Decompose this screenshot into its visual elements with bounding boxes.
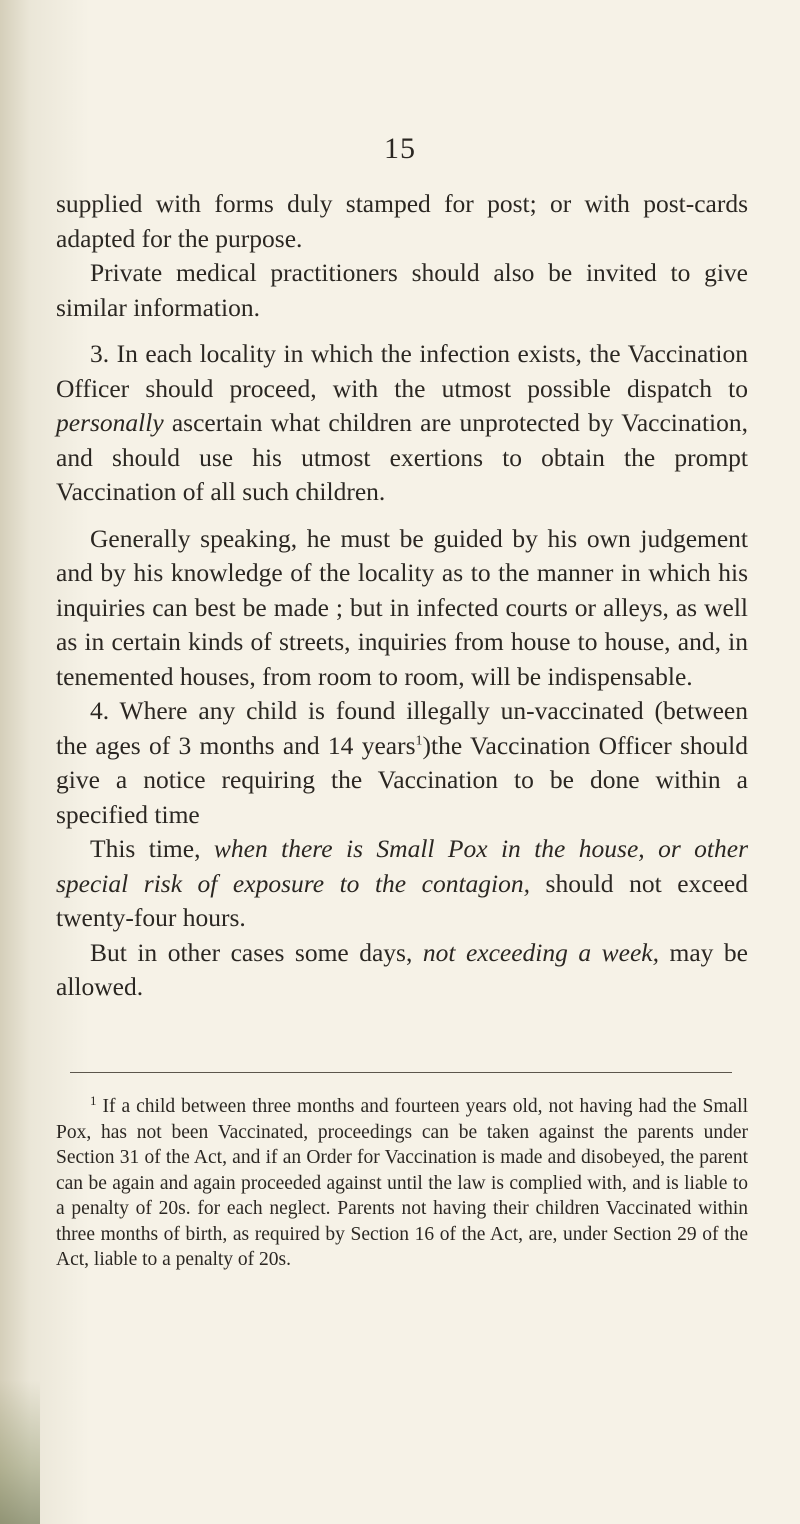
paragraph-section-3 [56,337,748,510]
paragraph-other-cases-text-a: But in other cases some days, [90,937,423,967]
paragraph-other-cases [56,936,748,1005]
paragraph-private-practitioners: Private medical practitioners should also be invited to give similar information. [56,258,748,322]
paragraph-this-time [56,832,748,936]
footnote-paragraph [56,1094,748,1273]
paragraph-other-cases-italic: not exceeding a week, [422,937,659,967]
paragraph-this-time-text-b: should not exceed twenty-four hours. [56,868,748,932]
footnote-mark: 1 [90,1092,97,1108]
paragraph-section-4 [56,694,748,832]
paragraph-section-3-text-a: 3. In each locality in which the infection exists, the Vaccination Officer should proceed, with the utmost possible dispatch to [56,339,748,403]
paragraph-section-3-italic: personally [56,408,164,437]
paragraph-generally-speaking: Generally speaking, he must be guided by his own judgement and by his knowledge of the locality as to the manner in which his inquiries can best be made ; but in infected courts or alleys, as well as in certain kinds of streets, inquiries from house to house, and, in tenemented houses, from room to room, will be indispensable. [56,523,748,691]
page-number: 15 [384,132,416,165]
footnote-text: If a child between three months and fourteen years old, not having had the Small Pox, has not been Vaccinated, proceedings can be taken against the parents under Section 31 of the Act, and if an Order for Vaccination is made and disobeyed, the parent can be again and again proceeded against until the law is complied with, and is liable to a penalty of 20s. for each neglect. Parents not having their children Vaccinated within three months of birth, as required by Section 16 of the Act, are, under Section 29 of the Act, liable to a penalty of 20s. [56,1096,748,1270]
paragraph-this-time-italic: when there is Small Pox in the house, or other special risk of exposure to the contagion, [56,834,748,898]
body-text [56,187,748,1005]
paragraph-this-time-text-a: This time, [90,834,214,863]
footnote-reference[interactable]: 1 [415,733,423,748]
paragraph-other-cases-text-b: may be allowed. [56,937,748,1001]
footnote-divider [70,1072,732,1073]
paragraph-section-3-text-b: ascertain what children are unprotected by Vaccination, and should use his utmost exertions to obtain the prompt Vaccination of all such children. [56,408,748,506]
paragraph-section-4-text-a: 4. Where any child is found illegally un-vaccinated (between the ages of 3 months and 14 years [56,696,748,760]
page-edge-stain [0,1380,40,1524]
footnote [56,1094,748,1273]
paragraph-section-4-text-b: )the Vaccination Officer should give a notice requiring the Vaccination to be done within a specified time [56,730,748,829]
paragraph-continued: supplied with forms duly stamped for post; or with post-cards adapted for the purpose. [56,189,748,253]
